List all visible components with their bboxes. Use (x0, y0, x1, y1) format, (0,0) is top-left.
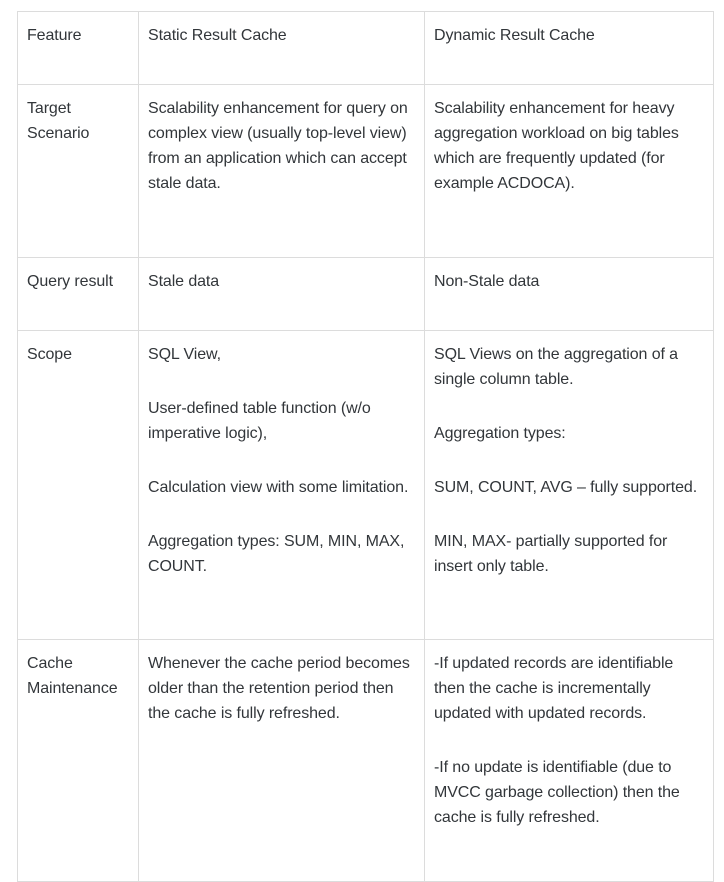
static-paragraph: Calculation view with some limitation. (148, 479, 409, 496)
cache-comparison-table (17, 11, 714, 882)
table-row-target-scenario (18, 85, 714, 258)
table-row-scope (18, 331, 714, 640)
static-cell (139, 331, 425, 640)
dynamic-paragraph: Aggregation types: (434, 425, 566, 442)
dynamic-paragraph: Non-Stale data (434, 273, 540, 290)
table-row-cache-maintenance (18, 640, 714, 882)
dynamic-cell (425, 85, 714, 258)
feature-cell: Query result (18, 258, 139, 331)
header-dynamic-result-cache: Dynamic Result Cache (425, 12, 714, 85)
static-paragraph: Scalability enhancement for query on complex view (usually top-level view) from an application which can accept stale data. (148, 100, 408, 192)
static-cell (139, 85, 425, 258)
static-paragraph: Aggregation types: SUM, MIN, MAX, COUNT. (148, 533, 405, 575)
dynamic-cell (425, 640, 714, 882)
feature-cell: Scope (18, 331, 139, 640)
dynamic-cell (425, 331, 714, 640)
dynamic-cell (425, 258, 714, 331)
dynamic-paragraph: MIN, MAX- partially supported for insert only table. (434, 533, 668, 575)
static-paragraph: SQL View, (148, 346, 221, 363)
static-paragraph: Stale data (148, 273, 220, 290)
static-paragraph: User-defined table function (w/o imperative logic), (148, 400, 371, 442)
static-cell (139, 258, 425, 331)
dynamic-paragraph: Scalability enhancement for heavy aggregation workload on big tables which are frequently updated (for example ACDOCA). (434, 100, 679, 192)
static-paragraph: Whenever the cache period becomes older than the retention period then the cache is fully refreshed. (148, 655, 410, 722)
table-row-query-result (18, 258, 714, 331)
dynamic-paragraph: SUM, COUNT, AVG – fully supported. (434, 479, 698, 496)
header-static-result-cache: Static Result Cache (139, 12, 425, 85)
header-feature: Feature (18, 12, 139, 85)
feature-cell: Target Scenario (18, 85, 139, 258)
dynamic-paragraph: -If no update is identifiable (due to MVCC garbage collection) then the cache is fully refreshed. (434, 759, 680, 826)
feature-cell: Cache Maintenance (18, 640, 139, 882)
static-cell (139, 640, 425, 882)
dynamic-paragraph: -If updated records are identifiable then the cache is incrementally updated with updated records. (434, 655, 674, 722)
dynamic-paragraph: SQL Views on the aggregation of a single column table. (434, 346, 678, 388)
comparison-table-container (17, 11, 714, 882)
table-header-row (18, 12, 714, 85)
